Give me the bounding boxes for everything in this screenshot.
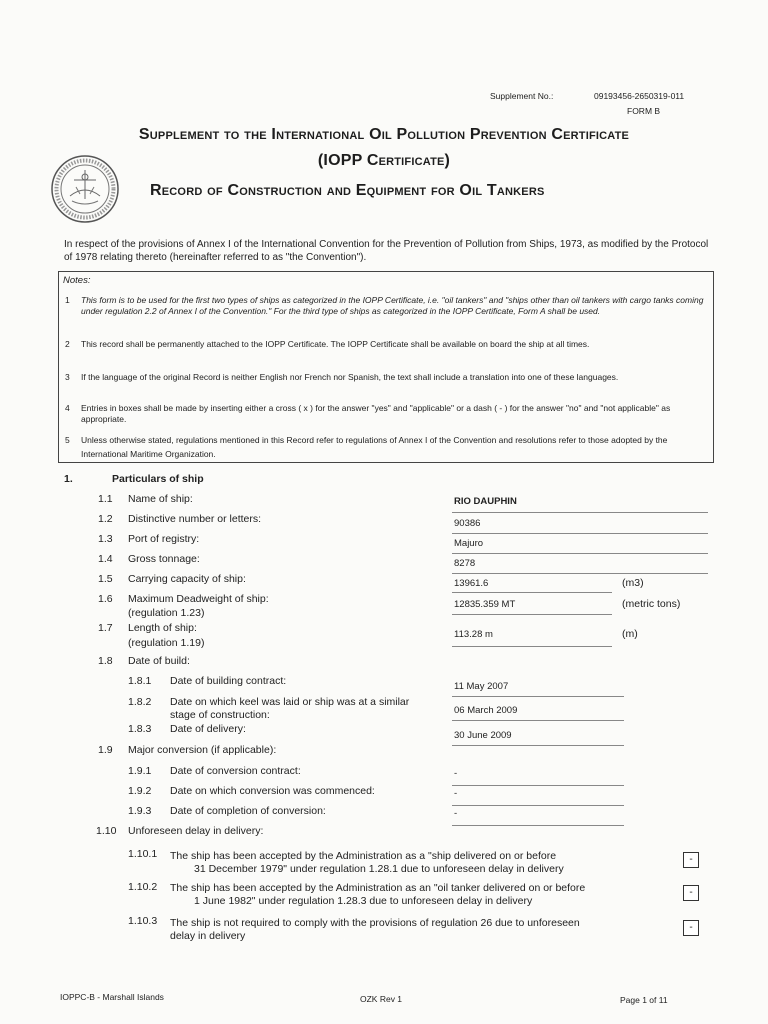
row-number: 1.3 <box>98 533 113 545</box>
row-label-sub: (regulation 1.23) <box>128 607 205 619</box>
conversion-commenced-date-value: - <box>454 788 458 799</box>
row-label-sub: 1 June 1982" under regulation 1.28.3 due to unforeseen delay in delivery <box>194 895 533 907</box>
row-label: Name of ship: <box>128 493 193 505</box>
row-label: The ship is not required to comply with the provisions of regulation 26 due to unforeseen <box>170 917 580 929</box>
delivery-date-value: 30 June 2009 <box>454 730 512 741</box>
section-title: Particulars of ship <box>112 473 204 485</box>
row-number: 1.10 <box>96 825 117 837</box>
port-of-registry-value: Majuro <box>454 538 484 549</box>
building-contract-date-value: 11 May 2007 <box>454 681 509 692</box>
row-label: Date on which conversion was commenced: <box>170 785 375 797</box>
footer-center: OZK Rev 1 <box>360 994 403 1004</box>
row-label: Carrying capacity of ship: <box>128 573 246 585</box>
row-label: Date of completion of conversion: <box>170 805 326 817</box>
regulation-26-checkbox[interactable]: - <box>683 920 699 936</box>
conversion-completed-date-value: - <box>454 808 458 819</box>
field-underline <box>452 646 612 647</box>
field-underline <box>452 825 624 826</box>
row-label: Distinctive number or letters: <box>128 513 262 525</box>
row-label-sub: stage of construction: <box>170 709 270 721</box>
title-line-1: Supplement to the International Oil Pollution Prevention Certificate <box>138 126 630 143</box>
deadweight-value: 12835.359 MT <box>454 599 516 610</box>
row-number: 1.10.2 <box>128 881 158 893</box>
ship-name-value: RIO DAUPHIN <box>454 496 517 507</box>
field-underline <box>452 512 708 513</box>
form-label: FORM B <box>627 106 661 116</box>
row-label: Unforeseen delay in delivery: <box>128 825 264 837</box>
note-text: This form is to be used for the first two types of ships as categorized in the IOPP Certificate, i.e. "oil tankers" and "ships other than oil tankers with cargo tanks coming under regulation 2.2 of Annex I of the Convention." For the third type of ships as categorized in the IOPP Certificate, Form A shall be used. <box>81 295 704 316</box>
field-underline <box>452 592 612 593</box>
note-text: Entries in boxes shall be made by inserting either a cross ( x ) for the answer "yes" and "applicable" or a dash ( - ) for the answer "no" and "not applicable" as appropriate. <box>81 403 671 424</box>
row-label-sub: (regulation 1.19) <box>128 637 205 649</box>
note-text: Unless otherwise stated, regulations mentioned in this Record refer to regulations of Annex I of the Convention and resolutions refer to those adopted by the International Maritime Organization. <box>81 435 668 459</box>
intro-paragraph: In respect of the provisions of Annex I of the International Convention for the Prevention of Pollution from Ships, 1973, as modified by the Protocol of 1978 relating thereto (hereinafter referred to as "the Convention"). <box>64 239 709 263</box>
field-underline <box>452 533 708 534</box>
row-number: 1.9.2 <box>128 785 152 797</box>
field-underline <box>452 573 708 574</box>
note-text: This record shall be permanently attached to the IOPP Certificate. The IOPP Certificate shall be available on board the ship at all times. <box>81 339 590 349</box>
row-number: 1.5 <box>98 573 113 585</box>
row-number: 1.8.1 <box>128 675 152 687</box>
row-label: Port of registry: <box>128 533 200 545</box>
row-number: 1.6 <box>98 593 113 605</box>
distinctive-number-value: 90386 <box>454 518 481 529</box>
row-label: The ship has been accepted by the Administration as an "oil tanker delivered on or before <box>170 882 586 894</box>
section-number: 1. <box>64 473 73 485</box>
footer-page-number: Page 1 of 11 <box>620 995 668 1005</box>
row-label: Maximum Deadweight of ship: <box>128 593 269 605</box>
row-label: Date of building contract: <box>170 675 287 687</box>
conversion-contract-date-value: - <box>454 768 458 779</box>
field-underline <box>452 785 624 786</box>
field-underline <box>452 614 612 615</box>
row-label-sub: 31 December 1979" under regulation 1.28.1 due to unforeseen delay in delivery <box>194 863 564 875</box>
row-number: 1.8.2 <box>128 696 152 708</box>
row-number: 1.2 <box>98 513 113 525</box>
row-label: Date of build: <box>128 655 190 667</box>
supplement-number: 09193456-2650319-011 <box>594 91 685 101</box>
row-number: 1.1 <box>98 493 113 505</box>
row-label: Major conversion (if applicable): <box>128 744 277 756</box>
note-number: 1 <box>65 295 70 305</box>
field-underline <box>452 805 624 806</box>
row-label: Length of ship: <box>128 622 197 634</box>
row-number: 1.10.1 <box>128 848 158 860</box>
row-label: Date on which keel was laid or ship was at a similar <box>170 696 410 708</box>
supplement-label: Supplement No.: <box>490 91 554 101</box>
row-number: 1.8.3 <box>128 723 152 735</box>
note-number: 5 <box>65 435 70 445</box>
length-value: 113.28 m <box>454 629 493 640</box>
row-label: The ship has been accepted by the Administration as a "ship delivered on or before <box>170 850 557 862</box>
field-underline <box>452 745 624 746</box>
unit-label: (m) <box>622 628 638 640</box>
row-number: 1.8 <box>98 655 113 667</box>
note-number: 2 <box>65 339 70 349</box>
carrying-capacity-value: 13961.6 <box>454 578 489 589</box>
delay-1982-checkbox[interactable]: - <box>683 885 699 901</box>
row-number: 1.7 <box>98 622 113 634</box>
field-underline <box>452 553 708 554</box>
unit-label: (metric tons) <box>622 598 681 610</box>
field-underline <box>452 696 624 697</box>
row-number: 1.10.3 <box>128 915 158 927</box>
footer-left: IOPPC-B - Marshall Islands <box>60 992 164 1002</box>
row-number: 1.9.3 <box>128 805 152 817</box>
row-number: 1.9 <box>98 744 113 756</box>
row-label: Date of delivery: <box>170 723 246 735</box>
note-text: If the language of the original Record is neither English nor French nor Spanish, the text shall include a translation into one of these languages. <box>81 372 619 382</box>
title-line-3: Record of Construction and Equipment for Oil Tankers <box>150 182 545 199</box>
note-number: 4 <box>65 403 70 413</box>
keel-laid-date-value: 06 March 2009 <box>454 705 518 716</box>
gross-tonnage-value: 8278 <box>454 558 476 569</box>
title-line-2: (IOPP Certificate) <box>317 152 451 169</box>
row-label: Gross tonnage: <box>128 553 200 565</box>
note-number: 3 <box>65 372 70 382</box>
row-number: 1.9.1 <box>128 765 152 777</box>
delay-1979-checkbox[interactable]: - <box>683 852 699 868</box>
row-label: Date of conversion contract: <box>170 765 301 777</box>
notes-box <box>58 271 714 463</box>
field-underline <box>452 720 624 721</box>
row-number: 1.4 <box>98 553 113 565</box>
notes-label: Notes: <box>63 275 91 286</box>
row-label-sub: delay in delivery <box>170 930 246 942</box>
unit-label: (m3) <box>622 577 644 589</box>
